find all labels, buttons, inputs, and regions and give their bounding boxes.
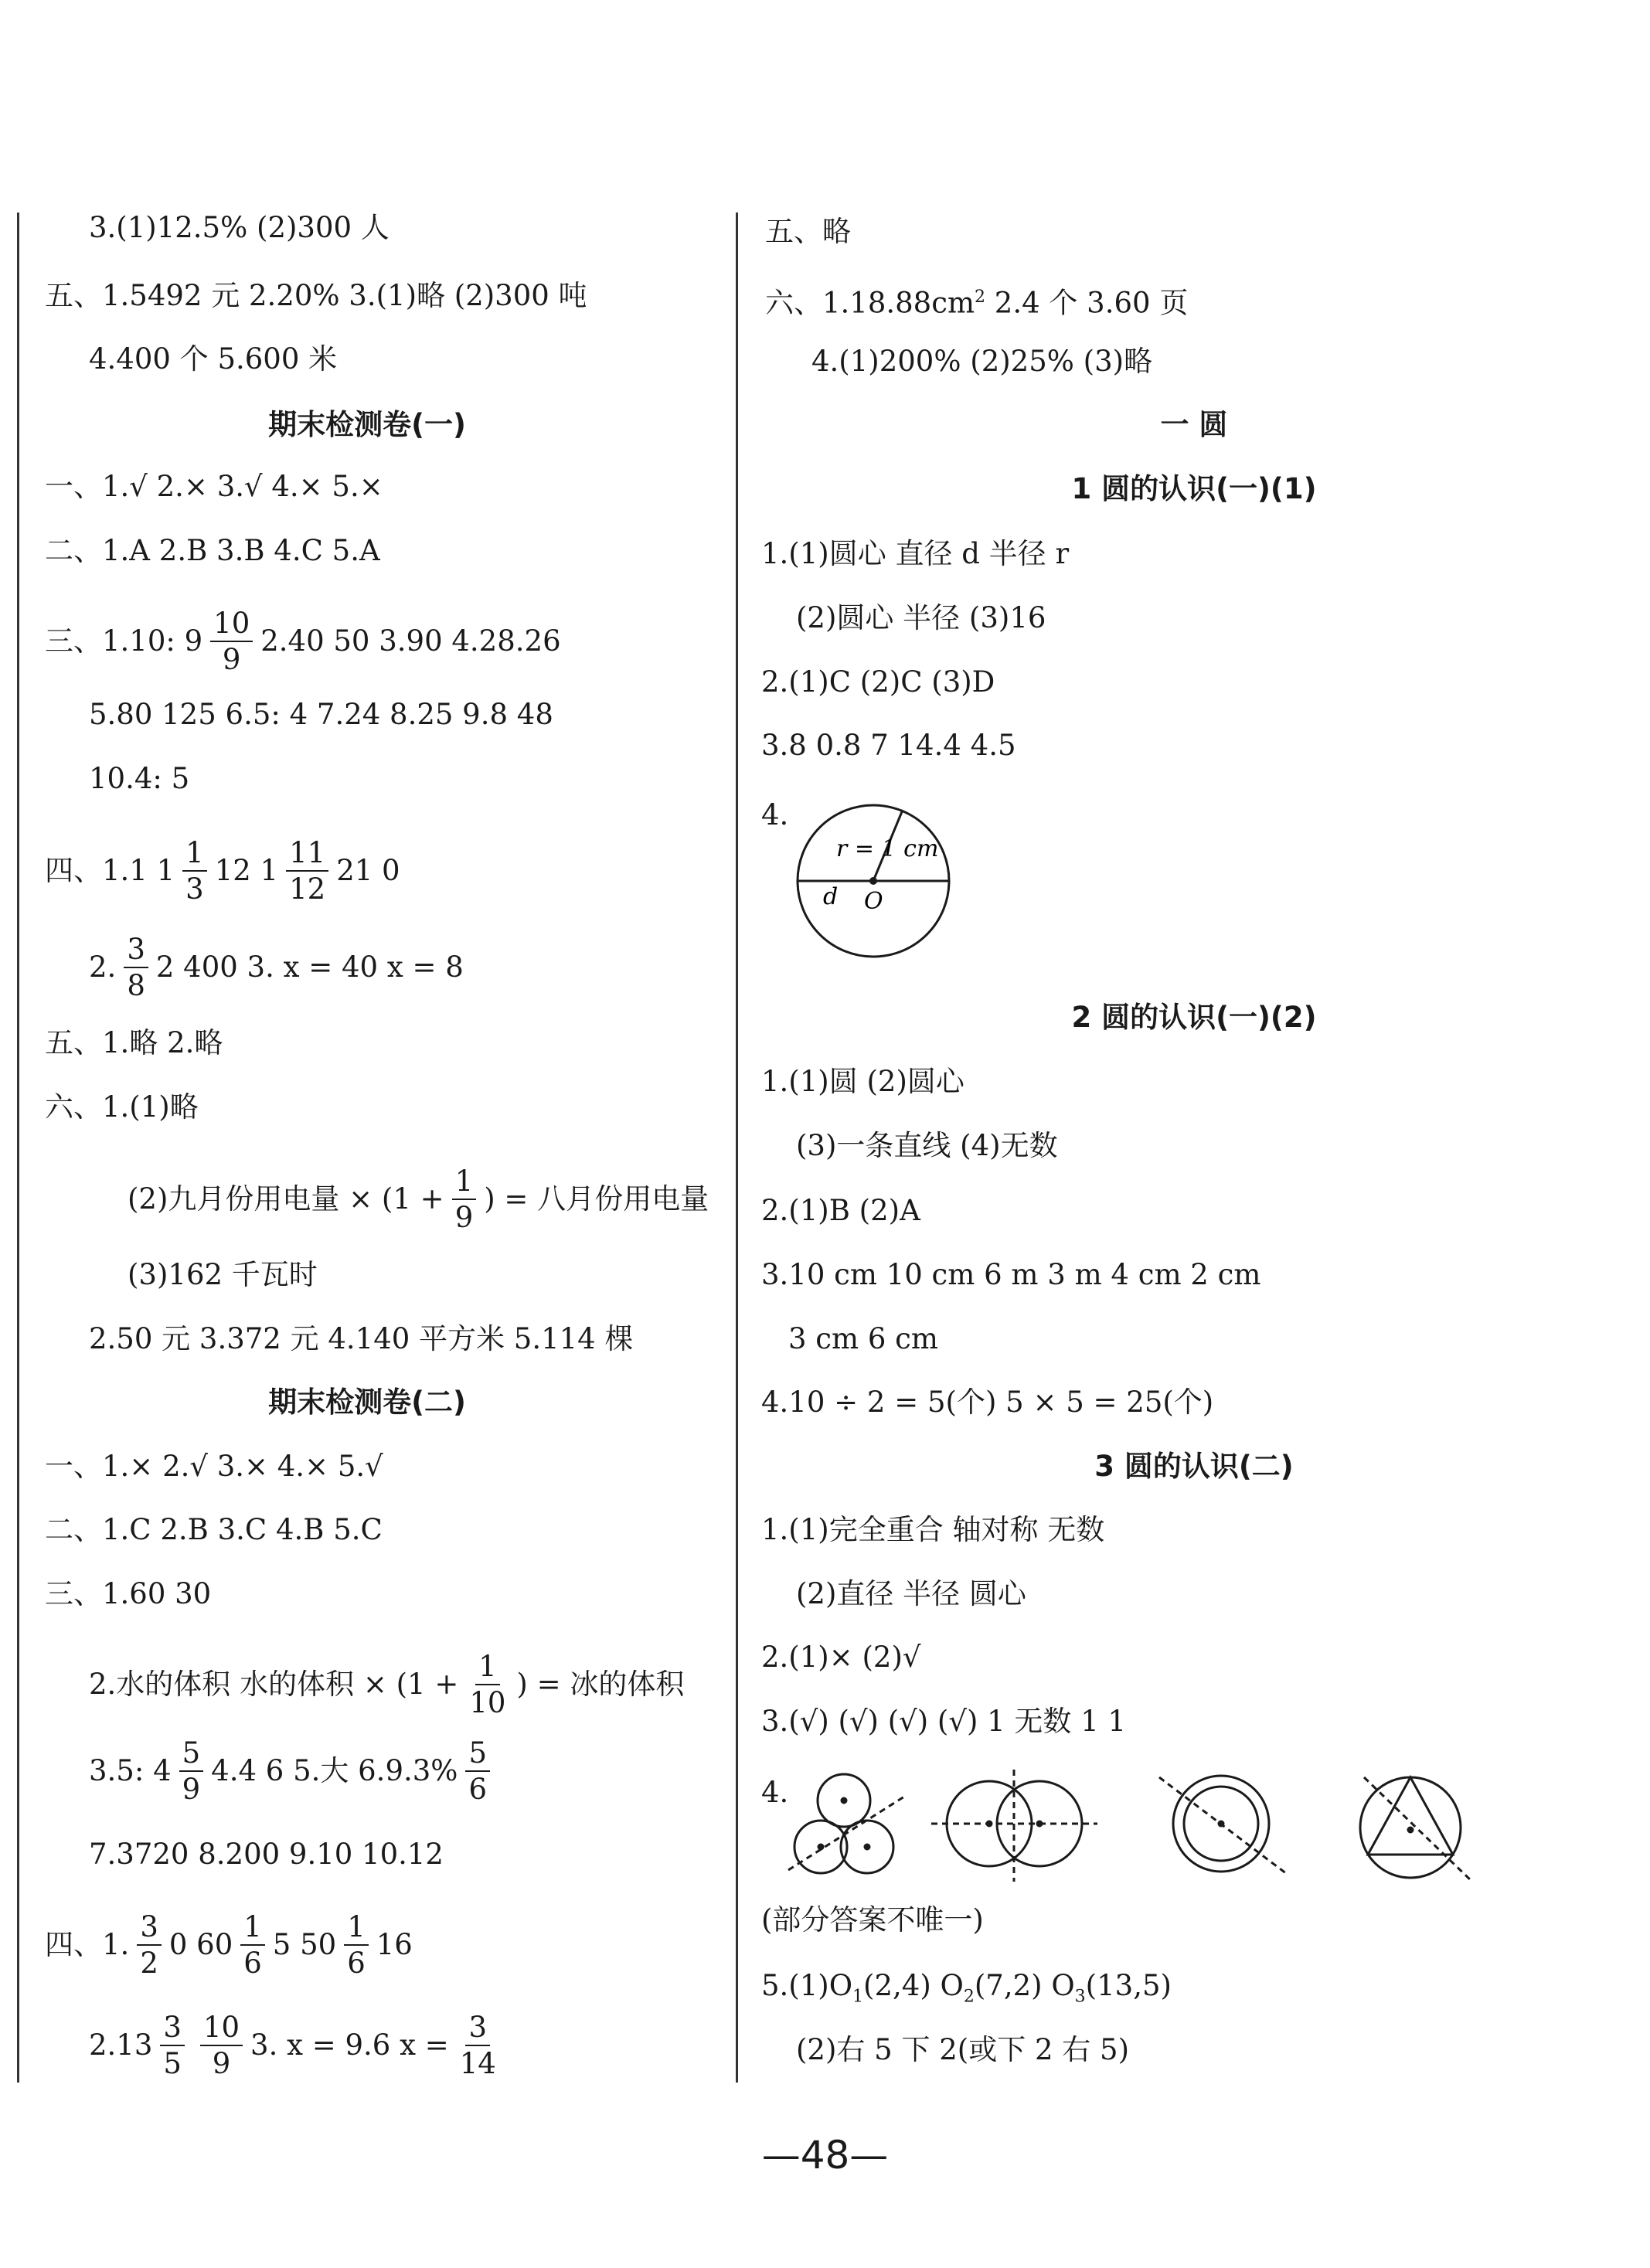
numerator: 5 bbox=[465, 1739, 490, 1772]
lesson-heading: 3 圆的认识(二) bbox=[1094, 1450, 1294, 1483]
answer-line: 2.(1)C (2)C (3)D bbox=[761, 665, 995, 699]
answer-line bbox=[45, 609, 561, 674]
answer-text: 2 400 3. x = 40 x = 8 bbox=[155, 950, 464, 984]
answer-text: 16 bbox=[376, 1928, 413, 1961]
numerator: 3 bbox=[124, 935, 148, 968]
answer-line: 4.400 个 5.600 米 bbox=[89, 342, 338, 376]
denominator: 6 bbox=[347, 1947, 366, 1980]
answer-text: 2.4 个 3.60 页 bbox=[985, 286, 1189, 320]
numerator: 10 bbox=[200, 2013, 243, 2046]
center-label: O bbox=[864, 888, 883, 915]
fraction bbox=[137, 1910, 162, 1980]
denominator: 5 bbox=[163, 2047, 182, 2080]
answer-line: 10.4: 5 bbox=[89, 762, 190, 795]
numerator: 1 bbox=[452, 1167, 477, 1200]
answer-line bbox=[761, 1967, 1172, 2016]
answer-line: 3 cm 6 cm bbox=[788, 1322, 938, 1355]
subscript: 2 bbox=[963, 1987, 975, 2007]
answer-line: 3.8 0.8 7 14.4 4.5 bbox=[761, 729, 1016, 762]
answer-text: 5.(1)O bbox=[761, 1969, 853, 2002]
answer-text: 0 60 bbox=[168, 1928, 233, 1961]
answer-text: (7,2) O bbox=[974, 1969, 1075, 2002]
answer-text: 12 1 bbox=[214, 854, 279, 887]
answer-line bbox=[89, 2013, 507, 2078]
answer-line bbox=[765, 278, 1188, 322]
lesson-heading: 1 圆的认识(一)(1) bbox=[1071, 472, 1317, 505]
answer-line: 7.3720 8.200 9.10 10.12 bbox=[89, 1838, 444, 1871]
answer-line: 2.(1)× (2)√ bbox=[761, 1641, 921, 1674]
answer-line bbox=[128, 1167, 709, 1232]
fraction bbox=[160, 2013, 185, 2078]
answer-line: (2)直径 半径 圆心 bbox=[796, 1577, 1026, 1610]
numerator: 10 bbox=[210, 609, 253, 642]
answer-line: 5.80 125 6.5: 4 7.24 8.25 9.8 48 bbox=[89, 698, 553, 731]
lesson-heading: 2 圆的认识(一)(2) bbox=[1071, 1001, 1317, 1034]
answer-text: 3.5: 4 bbox=[89, 1754, 172, 1787]
section-heading: 期末检测卷(二) bbox=[268, 1386, 466, 1419]
center-dot bbox=[869, 877, 877, 885]
denominator: 2 bbox=[140, 1947, 158, 1980]
answer-line: 三、1.60 30 bbox=[45, 1577, 212, 1610]
answer-text: 2.13 bbox=[89, 2028, 153, 2062]
fraction bbox=[452, 1167, 477, 1232]
subscript: 1 bbox=[852, 1987, 864, 2007]
two-circles-figure bbox=[931, 1770, 1097, 1882]
fraction bbox=[124, 935, 148, 1000]
answer-text: 六、1.18.88cm bbox=[765, 286, 975, 320]
denominator: 10 bbox=[469, 1686, 506, 1719]
answer-line: 五、略 bbox=[765, 215, 851, 248]
answer-line: 二、1.C 2.B 3.C 4.B 5.C bbox=[45, 1513, 383, 1546]
answer-text: ) = 冰的体积 bbox=[516, 1668, 685, 1701]
answer-text: 四、1.1 1 bbox=[45, 854, 175, 887]
answer-line: (3)一条直线 (4)无数 bbox=[796, 1129, 1058, 1162]
symmetry-figures bbox=[788, 1770, 1600, 1885]
column-divider bbox=[736, 213, 738, 2083]
fraction bbox=[466, 1652, 509, 1717]
denominator: 8 bbox=[127, 969, 145, 1002]
answer-text: ) = 八月份用电量 bbox=[484, 1182, 709, 1216]
three-circles-figure bbox=[788, 1774, 904, 1873]
denominator: 9 bbox=[212, 2047, 231, 2080]
page-number: —48— bbox=[761, 2133, 889, 2178]
superscript: 2 bbox=[975, 287, 986, 307]
numerator: 1 bbox=[344, 1913, 369, 1946]
answer-line: 1.(1)完全重合 轴对称 无数 bbox=[761, 1513, 1105, 1546]
answer-line: 4.(1)200% (2)25% (3)略 bbox=[811, 345, 1153, 378]
denominator: 6 bbox=[468, 1773, 487, 1806]
numerator: 3 bbox=[137, 1913, 162, 1946]
denominator: 3 bbox=[185, 872, 204, 906]
denominator: 14 bbox=[459, 2047, 496, 2080]
answer-text: 四、1. bbox=[45, 1928, 130, 1961]
answer-text: 5 50 bbox=[272, 1928, 337, 1961]
answer-line: 3.(√) (√) (√) (√) 1 无数 1 1 bbox=[761, 1705, 1127, 1738]
answer-line: 2.50 元 3.372 元 4.140 平方米 5.114 棵 bbox=[89, 1322, 634, 1355]
answer-text: 2.水的体积 水的体积 × (1 + bbox=[89, 1668, 459, 1701]
answer-line: 1.(1)圆 (2)圆心 bbox=[761, 1065, 964, 1098]
numerator: 1 bbox=[475, 1652, 500, 1685]
circle-figure bbox=[788, 796, 958, 966]
fraction bbox=[210, 609, 253, 674]
answer-text: (2)九月份用电量 × (1 + bbox=[128, 1182, 444, 1216]
answer-text: (2,4) O bbox=[863, 1969, 964, 2002]
answer-note: (部分答案不唯一) bbox=[761, 1903, 984, 1936]
answer-line: 1.(1)圆心 直径 d 半径 r bbox=[761, 537, 1070, 570]
answer-line: 3.10 cm 10 cm 6 m 3 m 4 cm 2 cm bbox=[761, 1258, 1261, 1291]
fraction bbox=[344, 1910, 369, 1980]
denominator: 9 bbox=[454, 1201, 474, 1234]
answer-line bbox=[89, 935, 464, 1000]
answer-line: 五、1.5492 元 2.20% 3.(1)略 (2)300 吨 bbox=[45, 279, 587, 312]
answer-line: (2)圆心 半径 (3)16 bbox=[796, 601, 1046, 634]
answer-line: 4.10 ÷ 2 = 5(个) 5 × 5 = 25(个) bbox=[761, 1386, 1214, 1419]
numerator: 1 bbox=[240, 1913, 265, 1946]
answer-line bbox=[45, 836, 400, 906]
radius-label: r = 1 cm bbox=[836, 835, 939, 862]
answer-text: 三、1.10: 9 bbox=[45, 624, 203, 658]
left-margin-rule bbox=[17, 213, 19, 2083]
fraction bbox=[200, 2013, 243, 2078]
numerator: 5 bbox=[179, 1739, 204, 1772]
answer-line: 二、1.A 2.B 3.B 4.C 5.A bbox=[45, 534, 380, 567]
answer-line: 4. bbox=[761, 1776, 789, 1809]
numerator: 1 bbox=[182, 838, 207, 872]
fraction bbox=[240, 1910, 265, 1980]
fraction bbox=[457, 2013, 499, 2078]
numerator: 3 bbox=[160, 2013, 185, 2046]
fraction bbox=[286, 836, 328, 906]
fraction bbox=[179, 1736, 204, 1806]
answer-text: 21 0 bbox=[336, 854, 400, 887]
subscript: 3 bbox=[1074, 1987, 1086, 2007]
answer-text: 2.40 50 3.90 4.28.26 bbox=[260, 624, 561, 658]
numerator: 3 bbox=[465, 2013, 490, 2046]
fraction bbox=[465, 1736, 490, 1806]
answer-line: 六、1.(1)略 bbox=[45, 1090, 199, 1124]
answer-line: 一、1.√ 2.× 3.√ 4.× 5.× bbox=[45, 470, 383, 503]
answer-line: (3)162 千瓦时 bbox=[128, 1258, 318, 1291]
answer-text: 4.4 6 5.大 6.9.3% bbox=[211, 1754, 458, 1787]
answer-line bbox=[89, 1652, 684, 1717]
denominator: 6 bbox=[243, 1947, 262, 1980]
triangle-in-circle-figure bbox=[1360, 1777, 1472, 1882]
numerator: 11 bbox=[286, 838, 328, 872]
answer-line: 3.(1)12.5% (2)300 人 bbox=[89, 211, 390, 244]
answer-text: 2. bbox=[89, 950, 117, 984]
answer-line bbox=[89, 1736, 498, 1806]
denominator: 12 bbox=[289, 872, 326, 906]
diameter-label: d bbox=[823, 883, 839, 910]
answer-line: 五、1.略 2.略 bbox=[45, 1026, 223, 1059]
answer-text: (13,5) bbox=[1085, 1969, 1172, 2002]
answer-line: 2.(1)B (2)A bbox=[761, 1194, 920, 1227]
concentric-circles-figure bbox=[1159, 1776, 1287, 1874]
unit-heading: 一 圆 bbox=[1160, 408, 1228, 441]
answer-text: 3. x = 9.6 x = bbox=[250, 2028, 449, 2062]
section-heading: 期末检测卷(一) bbox=[268, 408, 466, 441]
answer-line bbox=[45, 1910, 413, 1980]
fraction bbox=[182, 836, 207, 906]
denominator: 9 bbox=[182, 1773, 201, 1806]
answer-line: (2)右 5 下 2(或下 2 右 5) bbox=[796, 2033, 1130, 2066]
answer-line: 4. bbox=[761, 798, 789, 831]
denominator: 9 bbox=[222, 643, 241, 676]
answer-line: 一、1.× 2.√ 3.× 4.× 5.√ bbox=[45, 1450, 383, 1483]
